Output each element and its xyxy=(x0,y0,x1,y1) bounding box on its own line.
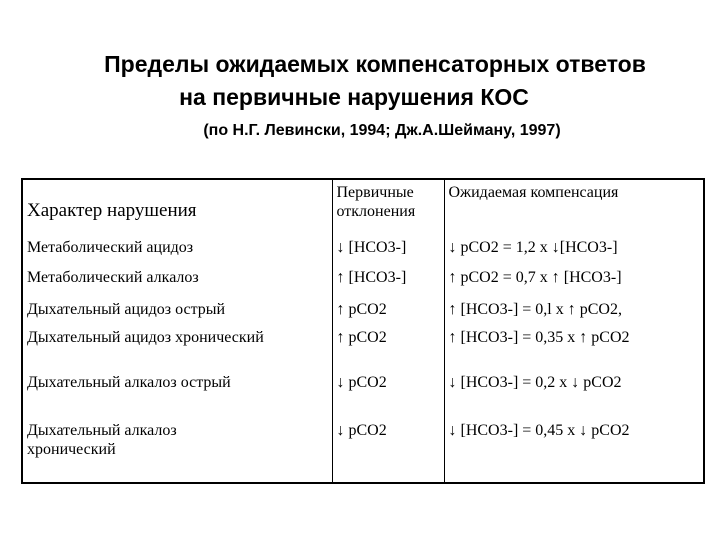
header-primary-deviation: Первичные отклонения xyxy=(332,179,444,235)
slide-title-line-2: на первичные нарушения КОС xyxy=(179,84,529,110)
cell-primary-deviation: ↓ pCO2 xyxy=(332,365,444,413)
table-row xyxy=(22,265,704,297)
table-row xyxy=(22,365,704,413)
cell-primary-deviation: ↓ pCO2 xyxy=(332,413,444,483)
cell-disorder-type: Дыхательный ацидоз хронический xyxy=(27,329,264,346)
cell-expected-compensation: ↑ [HCO3-] = 0,35 x ↑ pCO2 xyxy=(444,325,704,365)
table-row xyxy=(22,235,704,265)
compensation-table xyxy=(21,178,705,484)
cell-disorder-type: Дыхательный ацидоз острый xyxy=(27,301,226,318)
cell-primary-deviation: ↑ pCO2 xyxy=(332,297,444,325)
cell-expected-compensation: ↓ [HCO3-] = 0,45 x ↓ pCO2 xyxy=(444,413,704,483)
cell-primary-deviation: ↑ [HCO3-] xyxy=(332,265,444,297)
table-row xyxy=(22,413,704,483)
cell-disorder-type: Метаболический ацидоз xyxy=(27,239,194,256)
cell-primary-deviation: ↓ [HCO3-] xyxy=(332,235,444,265)
cell-disorder-type-text: Дыхательный алкалоз хронический xyxy=(27,422,177,458)
cell-primary-deviation: ↑ pCO2 xyxy=(332,325,444,365)
cell-expected-compensation: ↓ pCO2 = 1,2 x ↓[HCO3-] xyxy=(444,235,704,265)
cell-disorder-type: Дыхательный алкалоз острый xyxy=(27,374,231,391)
cell-disorder-type xyxy=(22,413,332,483)
cell-expected-compensation: ↓ [HCO3-] = 0,2 x ↓ pCO2 xyxy=(444,365,704,413)
cell-expected-compensation: ↑ [HCO3-] = 0,l x ↑ pCO2, xyxy=(444,297,704,325)
table-row xyxy=(22,297,704,325)
slide-subtitle: (по Н.Г. Левински, 1994; Дж.А.Шейману, 1997) xyxy=(203,122,561,139)
header-expected-compensation: Ожидаемая компенсация xyxy=(444,179,704,235)
cell-disorder-type: Метаболический алкалоз xyxy=(27,269,199,286)
slide-title-line-1: Пределы ожидаемых компенсаторных ответов xyxy=(104,51,646,77)
cell-expected-compensation: ↑ pCO2 = 0,7 x ↑ [HCO3-] xyxy=(444,265,704,297)
header-disorder-type: Характер нарушения xyxy=(27,199,197,221)
table-header-row xyxy=(22,179,704,235)
table-row xyxy=(22,325,704,365)
